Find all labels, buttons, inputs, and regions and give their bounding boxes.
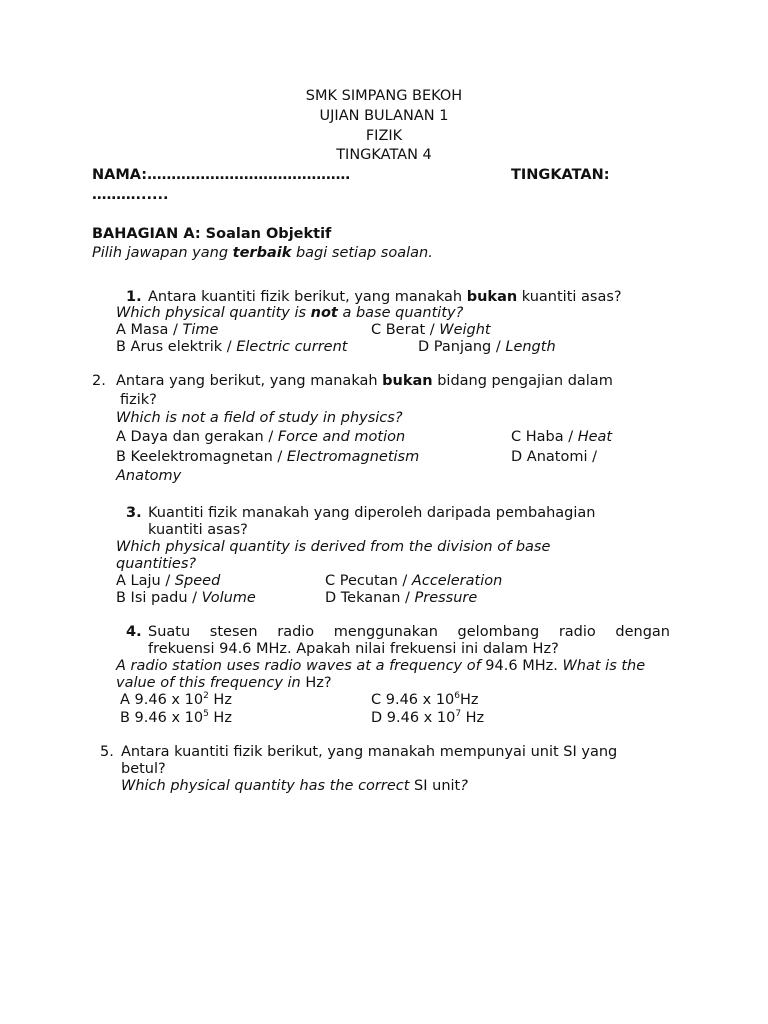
q4-text-en-cont: value of this frequency in Hz?	[116, 675, 332, 691]
q3-option-a: A Laju / Speed	[116, 573, 221, 589]
q4-text-ms: Suatu stesen radio menggunakan gelombang radio dengan	[148, 624, 670, 640]
q5-number: 5.	[100, 744, 114, 760]
q2-text-ms: Antara yang berikut, yang manakah bukan bidang pengajian dalam	[116, 373, 613, 389]
q1-text-en: Which physical quantity is not a base quantity?	[116, 305, 464, 321]
section-title: BAHAGIAN A: Soalan Objektif	[92, 226, 332, 242]
class-label: TINGKATAN:	[511, 167, 610, 183]
q2-number: 2.	[92, 373, 106, 389]
q3-text-en-cont: quantities?	[116, 556, 197, 572]
q4-option-a: A 9.46 x $10^2$ Hz	[120, 691, 232, 708]
q2-option-d-en: Anatomy	[116, 468, 182, 484]
q1-option-b: B Arus elektrik / Electric current	[116, 339, 348, 355]
q4-text-ms-cont: frekuensi 94.6 MHz. Apakah nilai frekuensi ini dalam Hz?	[148, 641, 559, 657]
q4-option-b: B 9.46 x $10^5$ Hz	[120, 709, 232, 726]
q5-text-ms-cont: betul?	[121, 761, 166, 777]
q2-option-c: C Haba / Heat	[511, 429, 613, 445]
q3-text-ms: Kuantiti fizik manakah yang diperoleh daripada pembahagian	[148, 505, 596, 521]
q1-option-a: A Masa / Time	[116, 322, 219, 338]
q2-text-ms-cont: fizik?	[120, 392, 157, 408]
subject-title: FIZIK	[365, 128, 403, 144]
section-instruction: Pilih jawapan yang terbaik bagi setiap soalan.	[92, 245, 433, 261]
q2-text-en: Which is not a field of study in physics?	[116, 410, 403, 426]
q3-option-d: D Tekanan / Pressure	[325, 590, 478, 606]
q3-text-en: Which physical quantity is derived from the division of base	[116, 539, 551, 555]
q3-option-b: B Isi padu / Volume	[116, 590, 256, 606]
q1-option-d: D Panjang / Length	[418, 339, 556, 355]
class-dots: ………......	[92, 187, 169, 203]
school-name: SMK SIMPANG BEKOH	[305, 88, 463, 104]
q3-number: 3.	[126, 505, 142, 521]
q1-number: 1.	[126, 289, 142, 305]
q5-text-ms: Antara kuantiti fizik berikut, yang manakah mempunyai unit SI yang	[121, 744, 618, 760]
q3-option-c: C Pecutan / Acceleration	[325, 573, 503, 589]
q2-option-b: B Keelektromagnetan / Electromagnetism	[116, 449, 420, 465]
q4-number: 4.	[126, 624, 142, 640]
q3-text-ms-cont: kuantiti asas?	[148, 522, 248, 538]
name-label: NAMA:……………………………………	[92, 167, 351, 183]
q5-text-en: Which physical quantity has the correct SI unit?	[121, 778, 468, 794]
q1-text-ms: Antara kuantiti fizik berikut, yang manakah bukan kuantiti asas?	[148, 289, 622, 305]
q4-text-en: A radio station uses radio waves at a frequency of 94.6 MHz. What is the	[116, 658, 646, 674]
q4-option-d: D 9.46 x $10^7$ Hz	[371, 709, 485, 726]
form-title: TINGKATAN 4	[336, 147, 432, 163]
q2-option-a: A Daya dan gerakan / Force and motion	[116, 429, 406, 445]
q2-option-d: D Anatomi /	[511, 449, 597, 465]
exam-title: UJIAN BULANAN 1	[319, 108, 449, 124]
q1-option-c: C Berat / Weight	[371, 322, 491, 338]
q4-option-c: C 9.46 x $10^6Hz$	[371, 691, 479, 708]
